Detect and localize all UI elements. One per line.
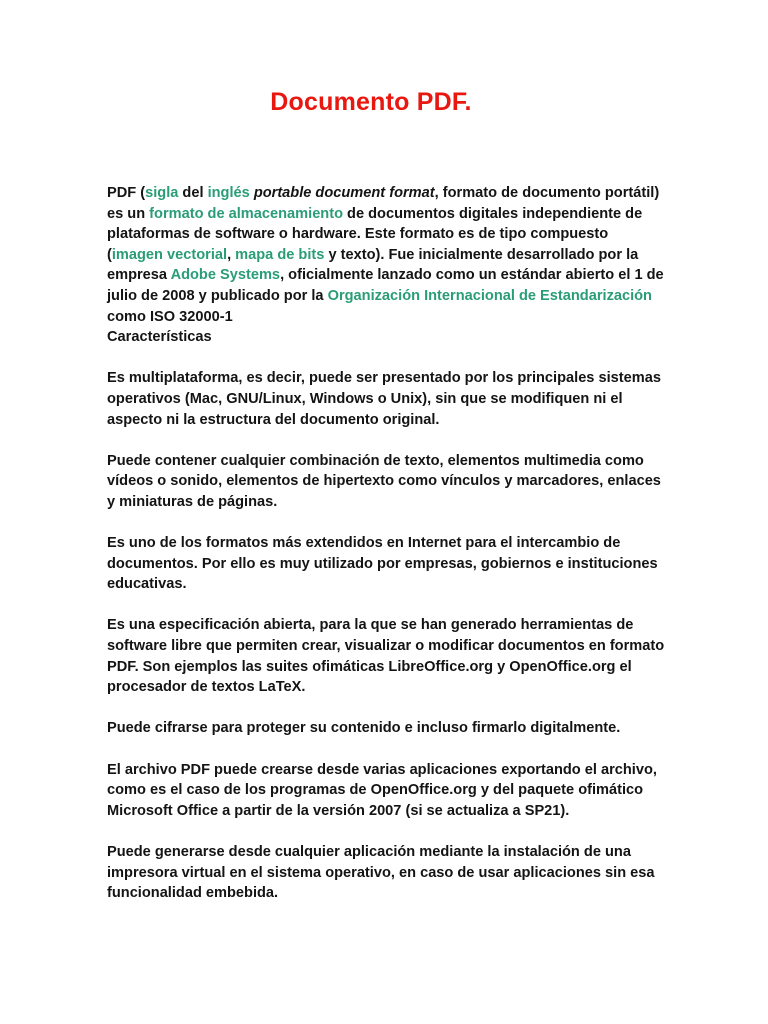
link-organizacion-iso[interactable]: Organización Internacional de Estandarización — [327, 287, 652, 304]
intro-text: PDF ( — [107, 185, 146, 201]
paragraph-creacion: El archivo PDF puede crearse desde varias aplicaciones exportando el archivo, como es el caso de los programas de OpenOffice.org y del paquete ofimático Microsoft Office a partir de la versión 2007 (si se actualiza a SP21). — [107, 761, 657, 819]
intro-paragraph — [107, 183, 667, 327]
intro-text: , oficialmente lanzado como un estándar abierto el 1 de julio de 2008 y publicado por la — [107, 267, 664, 304]
link-adobe-systems[interactable]: Adobe Systems — [170, 267, 281, 284]
link-ingles[interactable]: inglés — [207, 185, 250, 201]
intro-text: del — [178, 185, 208, 201]
intro-text: y texto). Fue inicialmente desarrollado por la empresa — [107, 246, 639, 284]
intro-text: de documentos digitales independiente de plataformas de software o hardware. Este formato es de tipo compuesto ( — [107, 205, 643, 263]
document-body — [107, 183, 667, 924]
paragraph-extendido: Es uno de los formatos más extendidos en Internet para el intercambio de documentos. Por ello es muy utilizado por empresas, gobiernos e instituciones educativas. — [107, 535, 658, 593]
intro-text: , formato de documento portátil) es un — [107, 185, 660, 222]
italic-term: portable document format — [253, 185, 435, 201]
paragraph-cifrado: Puede cifrarse para proteger su contenido e incluso firmarlo digitalmente. — [107, 720, 621, 737]
section-heading: Características — [107, 329, 212, 346]
paragraph-multiplataforma: Es multiplataforma, es decir, puede ser presentado por los principales sistemas operativos (Mac, GNU/Linux, Windows o Unix), sin que se modifiquen ni el aspecto ni la estructura del documento original. — [107, 370, 661, 428]
link-imagen-vectorial[interactable]: imagen vectorial — [111, 246, 228, 263]
paragraph-contenido: Puede contener cualquier combinación de texto, elementos multimedia como vídeos o sonido, elementos de hipertexto como vínculos y marcadores, enlaces y miniaturas de páginas. — [107, 452, 661, 510]
link-formato-almacenamiento[interactable]: formato de almacenamiento — [149, 205, 343, 222]
intro-text: como ISO 32000-1 — [107, 308, 233, 325]
link-sigla[interactable]: sigla — [145, 185, 179, 201]
page-title: Documento PDF. — [270, 88, 472, 116]
link-mapa-de-bits[interactable]: mapa de bits — [235, 246, 325, 263]
intro-text: , — [227, 246, 236, 263]
paragraph-especificacion: Es una especificación abierta, para la que se han generado herramientas de software libre que permiten crear, visualizar o modificar documentos en formato PDF. Son ejemplos las suites ofimáticas LibreOffice.org y OpenOffice.org el procesador de textos LaTeX. — [107, 617, 665, 696]
paragraph-impresora-virtual: Puede generarse desde cualquier aplicación mediante la instalación de una impresora virtual en el sistema operativo, en caso de usar aplicaciones sin esa funcionalidad embebida. — [107, 844, 655, 902]
